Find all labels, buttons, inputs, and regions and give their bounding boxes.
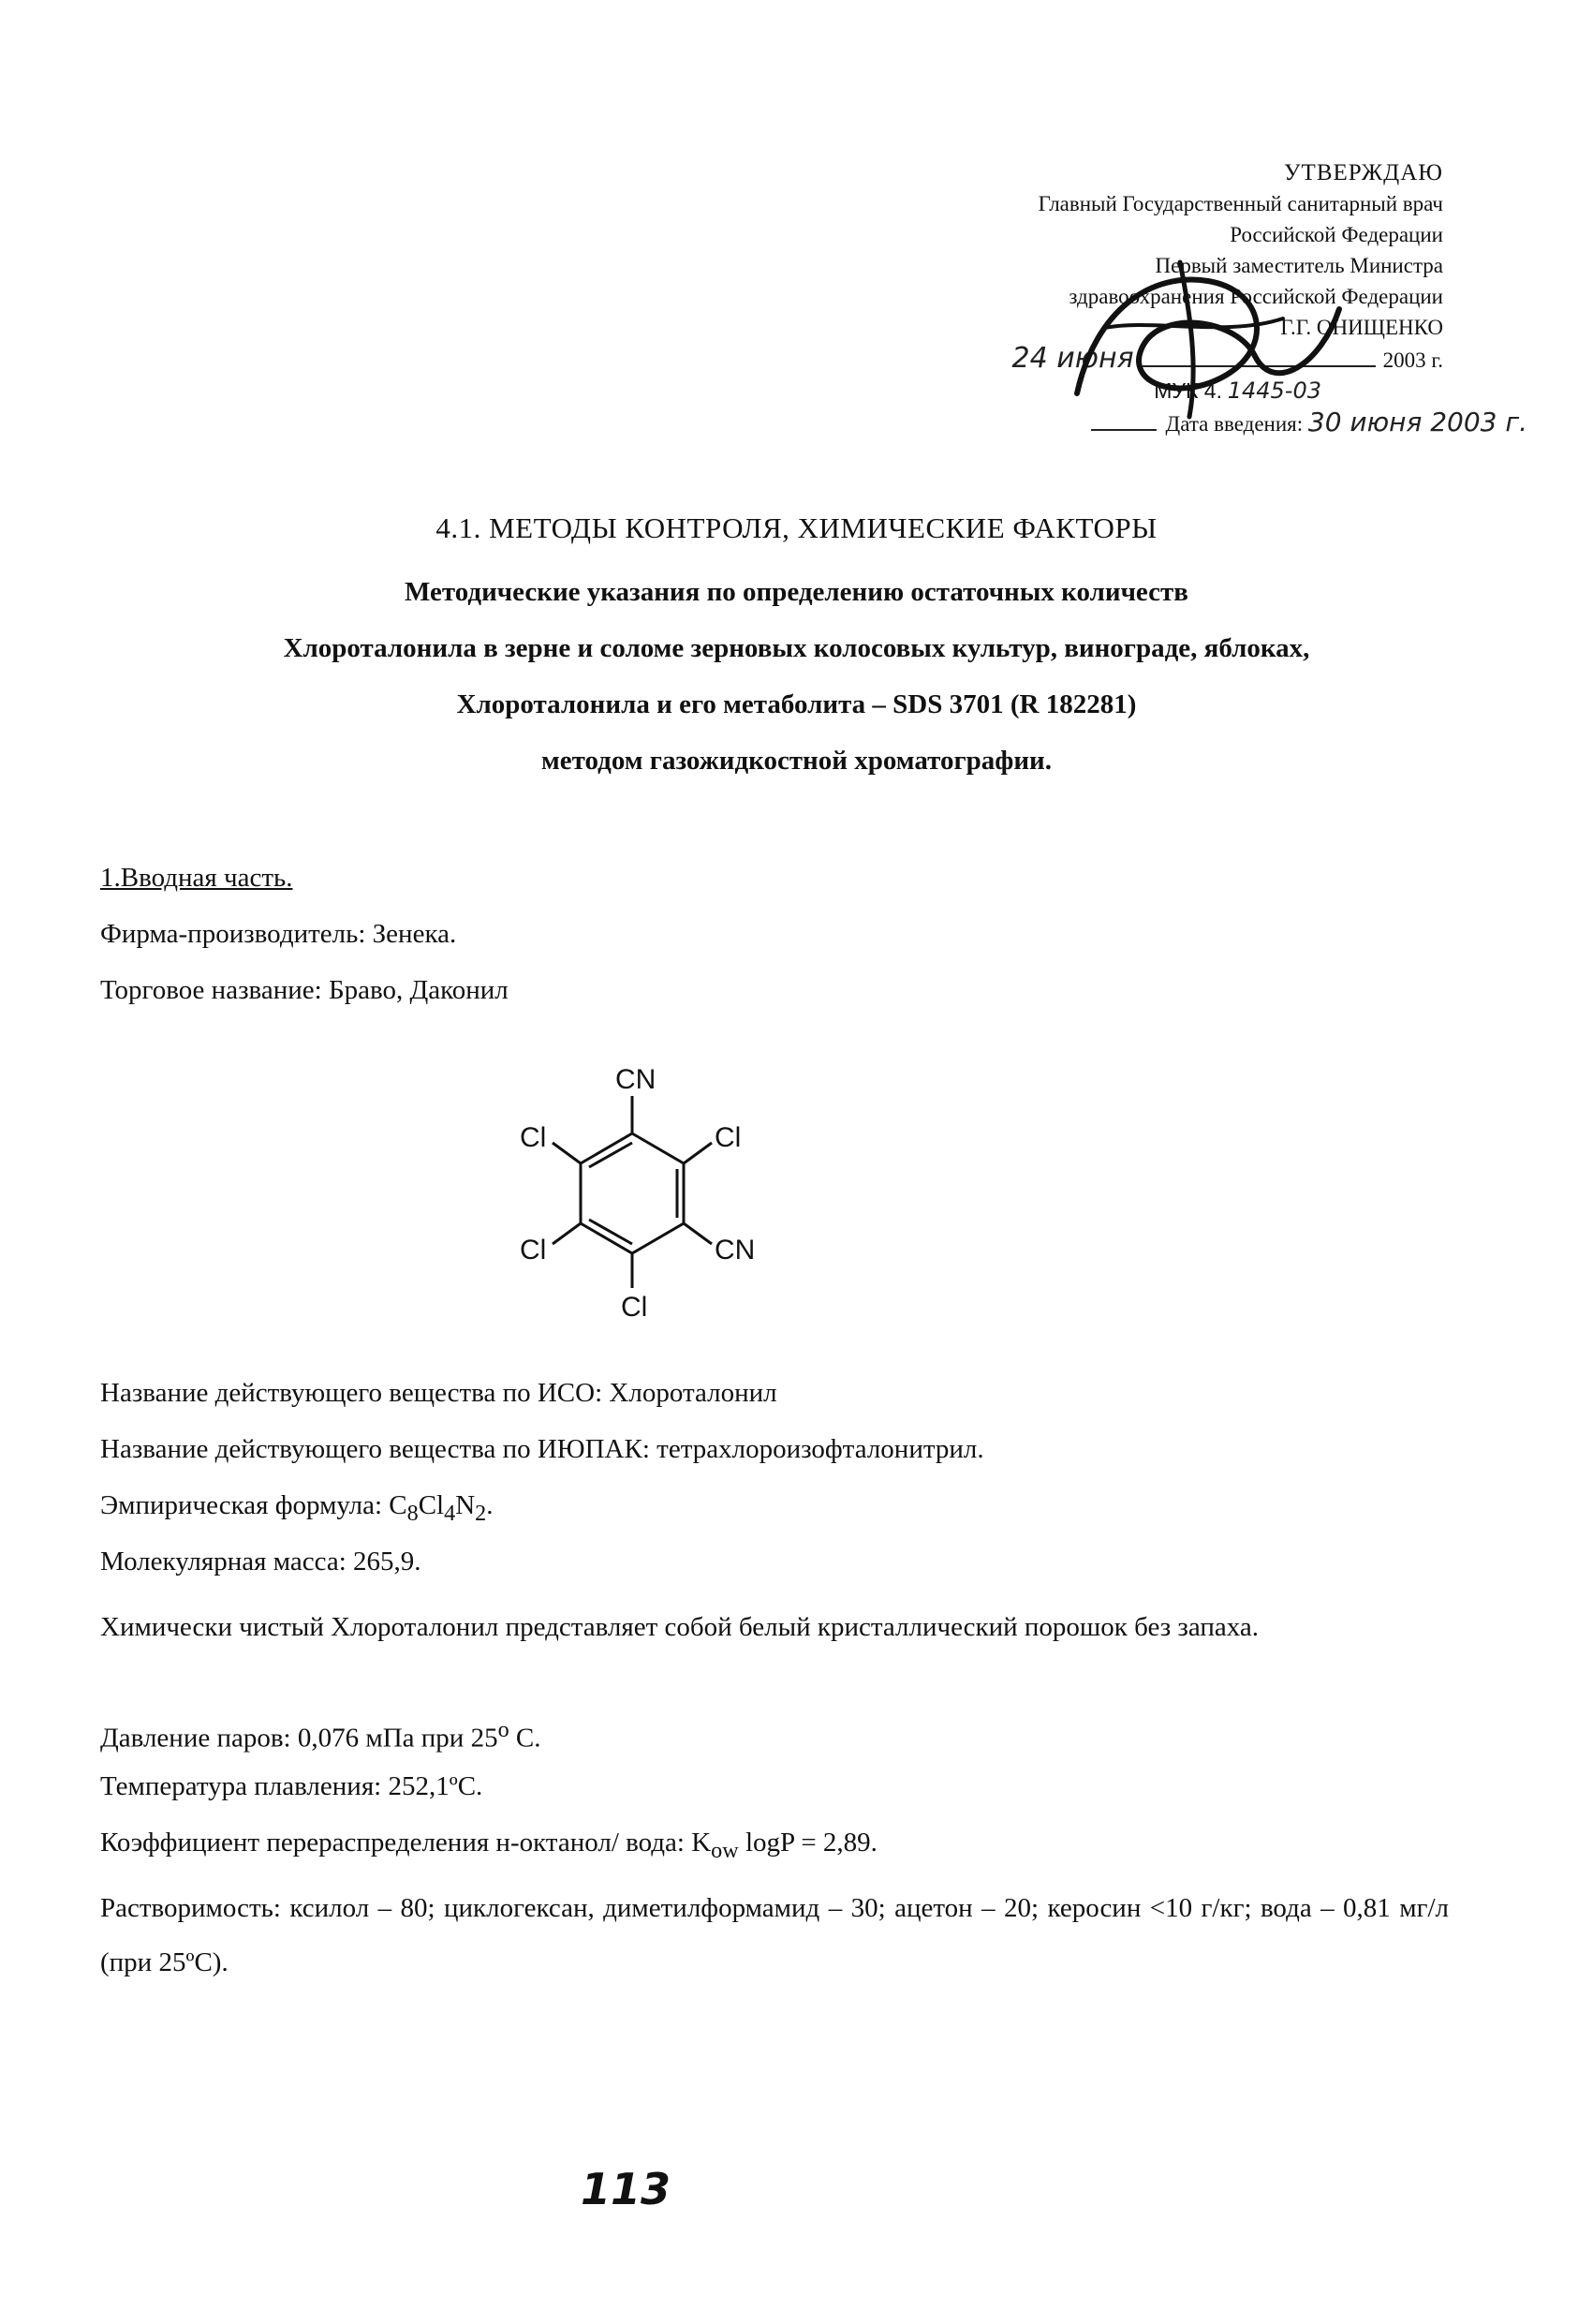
mass-line [100,1544,1449,1579]
substituent-upper-right: Cl [715,1122,742,1153]
approval-intro-handwritten: 30 июня 2003 г. [1307,407,1527,437]
intro-section-title: 1.Вводная часть. [100,863,293,893]
melting-label: Температура плавления: [100,1771,382,1801]
approval-line-1: Главный Государственный санитарный врач [1038,192,1443,215]
trade-name-line [100,972,1449,1008]
iupac-value: тетрахлороизофталонитрил. [656,1434,984,1464]
iso-name-line [100,1375,1449,1411]
manufacturer-label: Фирма-производитель: [100,919,366,949]
formula-end: . [486,1490,494,1520]
doc-title-line-2: Хлороталонила в зерне и соломе зерновых колосовых культур, винограде, яблоках, [283,633,1310,663]
manufacturer-value: Зенека. [372,919,457,949]
trade-label: Торговое название: [100,975,322,1005]
section-heading: 4.1. МЕТОДЫ КОНТРОЛЯ, ХИМИЧЕСКИЕ ФАКТОРЫ [435,511,1158,544]
signature-mark [1040,253,1358,422]
substituent-bottom: Cl [621,1292,648,1323]
approval-intro-label: Дата введения: [1165,412,1304,436]
partition-label: Коэффициент перераспределения н-октанол/ вода: K [100,1828,712,1858]
partition-value: logP = 2,89. [738,1828,878,1858]
formula-n: N [455,1490,476,1520]
melting-value: 252,1ºС. [388,1771,483,1801]
formula-n-sub: 2 [475,1500,487,1526]
approval-date-handwritten: 24 июня [1011,342,1134,375]
iupac-name-line [100,1431,1449,1467]
formula-line [100,1488,1449,1532]
partition-line [100,1825,1449,1869]
approval-line-4: здравоохранения Российской Федерации [1069,285,1443,308]
approval-year: 2003 г. [1382,348,1443,372]
approval-line-5: Г.Г. ОНИЩЕНКО [1280,316,1443,339]
doc-title-line-4: методом газожидкостной хроматографии. [541,746,1052,776]
partition-sub: ow [711,1837,739,1863]
solubility-paragraph: Растворимость: ксилол – 80; циклогексан, диметилформамид – 30; ацетон – 20; керосин <10 г/кг; вода – 0,81 мг/л (при 25ºС). [100,1893,1449,1977]
doc-title-line-1: Методические указания по определению остаточных количеств [405,577,1188,607]
description-paragraph: Химически чистый Хлороталонил представляет собой белый кристаллический порошок без запаха. [100,1612,1259,1642]
substituent-lower-left: Cl [520,1235,547,1266]
mass-label: Молекулярная масса: [100,1547,347,1576]
substituent-top: CN [615,1064,656,1095]
iupac-label: Название действующего вещества по ИЮПАК: [100,1434,650,1464]
vapor-value: 0,076 мПа при 25 [297,1723,498,1754]
formula-c-sub: 8 [406,1500,419,1526]
iso-label: Название действующего вещества по ИСО: [100,1378,603,1408]
mass-value: 265,9. [353,1547,421,1576]
formula-c: C [389,1490,407,1520]
vapor-pressure-line [100,1712,1449,1756]
vapor-unit: С. [509,1723,541,1754]
melting-point-line [100,1769,1449,1804]
substituent-upper-left: Cl [520,1122,547,1153]
formula-cl-sub: 4 [444,1500,456,1526]
formula-cl: Cl [418,1490,445,1520]
manufacturer-line [100,916,1449,952]
approval-line-3: Первый заместитель Министра [1155,254,1443,277]
approval-code-prefix: МУК 4. [1154,378,1222,403]
approval-line-2: Российской Федерации [1230,223,1443,246]
formula-label: Эмпирическая формула: [100,1490,383,1520]
vapor-label: Давление паров: [100,1723,291,1754]
intro-dash [1091,429,1157,431]
benzene-ring [553,1096,712,1288]
doc-title-line-3: Хлороталонила и его метаболита – SDS 3701 (R 182281) [456,689,1137,719]
formula-value [389,1490,494,1526]
approval-title: УТВЕРЖДАЮ [1283,160,1443,185]
substituent-lower-right: CN [715,1235,756,1266]
iso-value: Хлороталонил [609,1378,777,1408]
approval-code-handwritten: 1445-03 [1227,377,1321,404]
chlorothalonil-structure [492,1049,773,1330]
vapor-degree: o [497,1717,509,1742]
page-number: 113 [581,2164,671,2214]
trade-value: Браво, Даконил [328,975,509,1005]
